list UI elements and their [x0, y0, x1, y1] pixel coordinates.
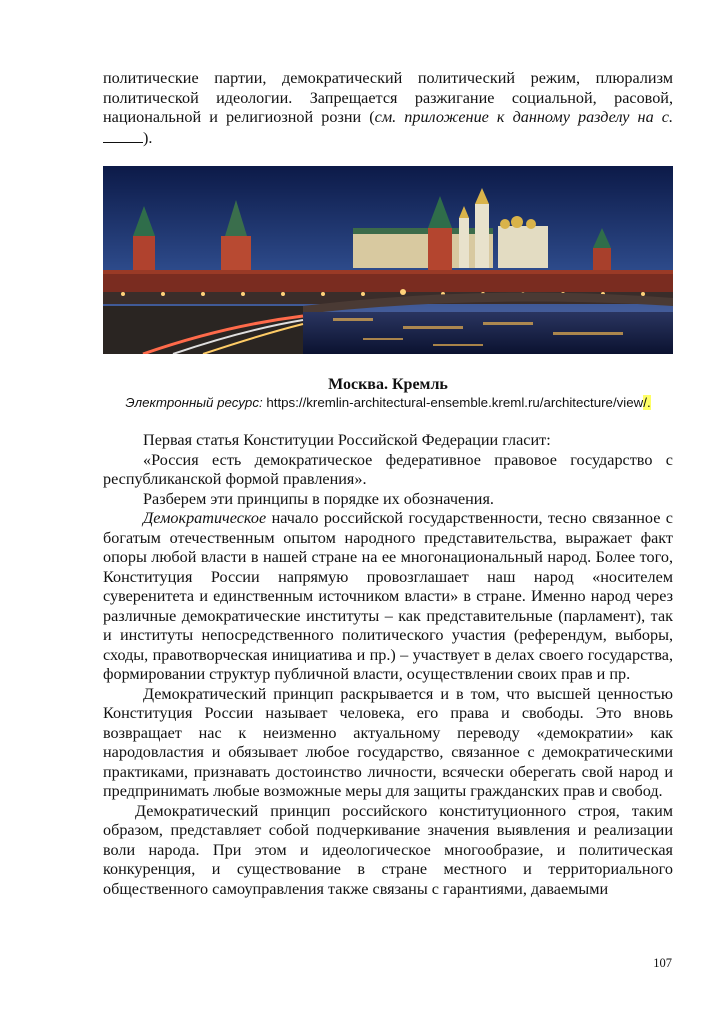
page-reference-blank [103, 128, 143, 143]
intro-reference-italic: см. приложение к данному разделу на с. [374, 108, 673, 126]
source-url: https://kremlin-architectural-ensemble.kreml.ru/architecture/view [266, 395, 644, 410]
paragraph-6: Демократический принцип российского конституционного строя, таким образом, представляет собой подчеркивание значения выявления и реализации воли народа. При этом и идеологическое многообразие, и политическая конкуренция, и существование в стране местного и территориального общественного самоуправления также связаны с гарантиями, даваемыми [103, 801, 673, 898]
figure-source [103, 395, 673, 410]
body-text-block [103, 431, 673, 899]
intro-paragraph [103, 69, 673, 148]
paragraph-5: Демократический принцип раскрывается и в том, что высшей ценностью Конституция России называет человека, его права и свободы. Это вновь возвращает нас к неизменно актуальному переводу «демократии» как народовластия и обязывает любое государство, связанное с демократическими практиками, признавать достоинство личности, всячески оберегать свой народ и предпринимать любые возможные меры для защиты гражданских прав и свобод. [103, 684, 673, 800]
paragraph-4 [103, 509, 673, 685]
intro-closing: ). [143, 128, 153, 147]
page-number: 107 [653, 956, 672, 970]
intro-text: политические партии, демократический политический режим, плюрализм политической идеологии. Запрещается разжигание социальной, расовой, национальной и религиозной розни ( [103, 69, 673, 126]
source-url-highlight: /. [643, 395, 651, 410]
source-link[interactable] [266, 395, 650, 410]
paragraph-4-text: начало российской государственности, тесно связанное с богатым отечественным опытом народного представительства, выражает факт опоры любой власти в нашей стране на ее многонациональный народ. Более того, Конституция России напрямую провозглашает наш народ «носителем суверенитета и единственным источником власти» в стране. Именно народ через различные демократические институты – как представительные (парламент), так и институты непосредственного политического участия (референдум, выборы, сходы, правотворческая инициатива и пр.) – участвует в делах своего государства, формировании структур публичной власти, осуществлении своих прав и пр. [103, 509, 673, 683]
paragraph-2-quote: «Россия есть демократическое федеративное правовое государство с республиканской формой правления». [103, 450, 673, 488]
paragraph-3: Разберем эти принципы в порядке их обозначения. [143, 489, 494, 508]
figure-caption-title: Москва. Кремль [328, 376, 448, 393]
democratic-term-italic: Демократическое [143, 509, 267, 527]
intro-paragraph-block [103, 69, 673, 148]
kremlin-night-photo [103, 166, 673, 354]
paragraph-1: Первая статья Конституции Российской Федерации гласит: [143, 431, 551, 449]
source-label: Электронный ресурс: [125, 395, 263, 410]
